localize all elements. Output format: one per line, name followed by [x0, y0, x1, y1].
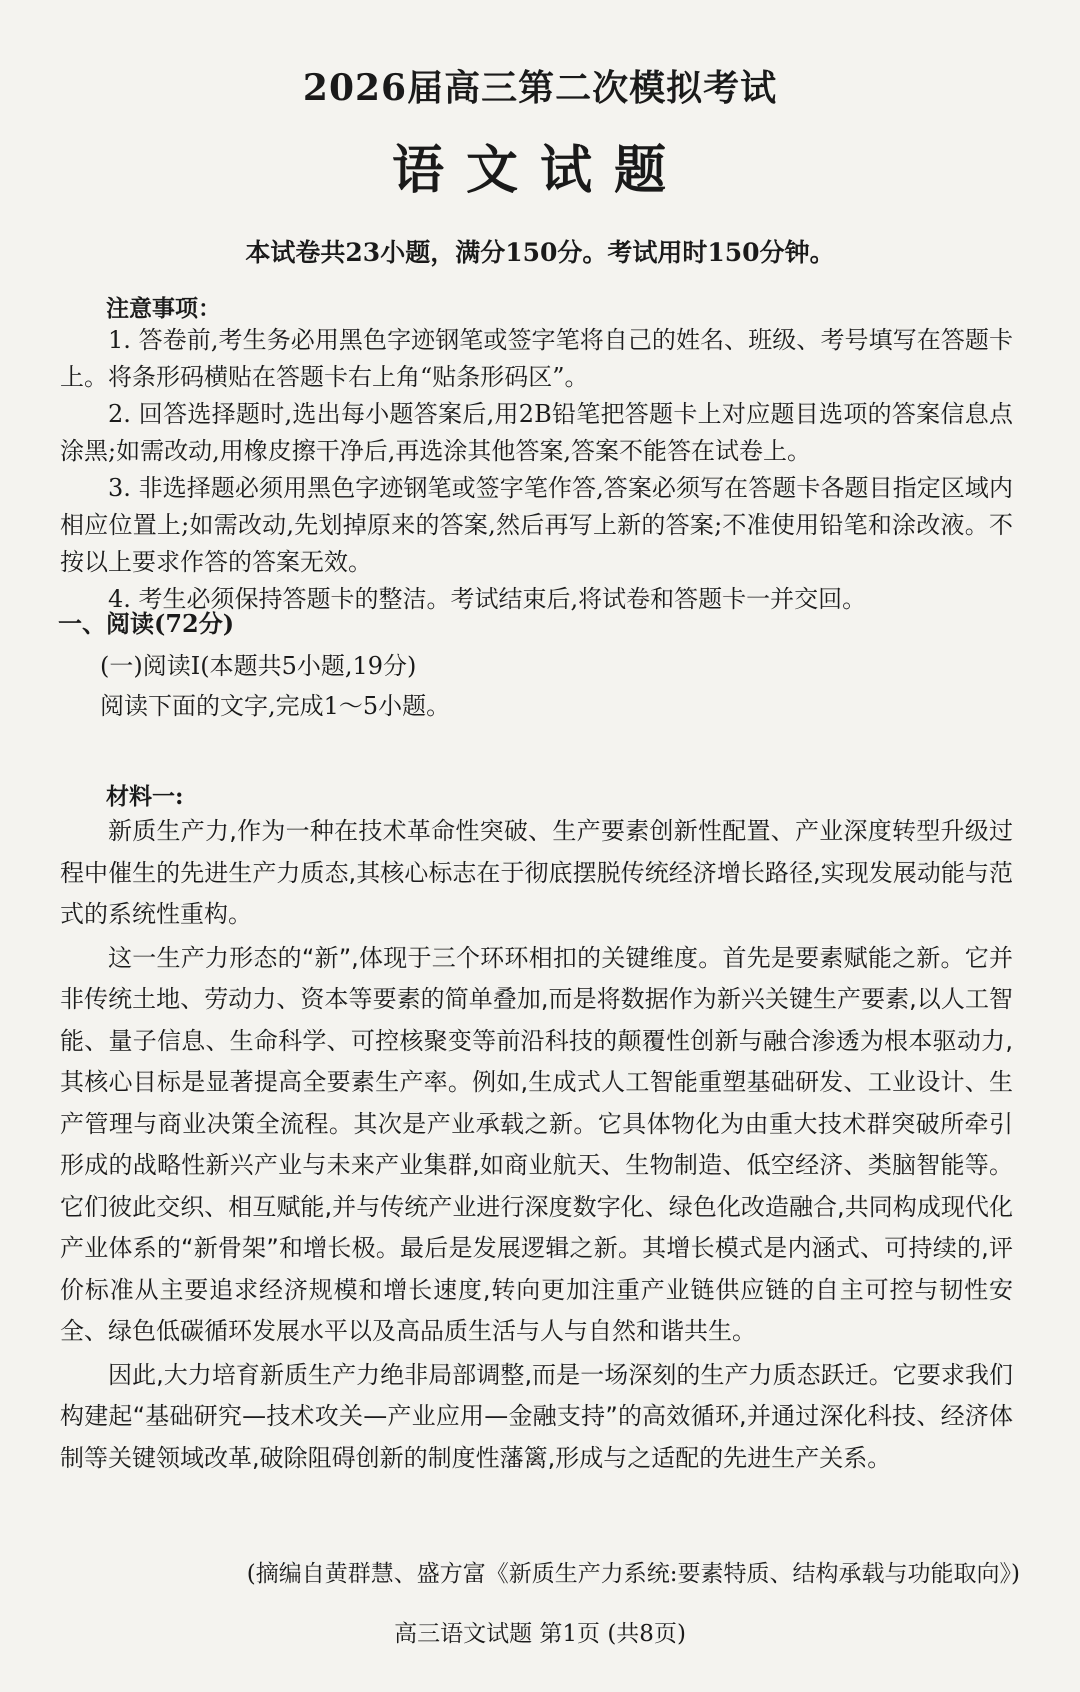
note-item-2: 2. 回答选择题时,选出每小题答案后,用2B铅笔把答题卡上对应题目选项的答案信息点涂黑;如需改动,用橡皮擦干净后,再选涂其他答案,答案不能答在试卷上。	[60, 400, 1013, 465]
passage-source: (摘编自黄群慧、盛方富《新质生产力系统:要素特质、结构承载与功能取向》)	[246, 1561, 1020, 1587]
page-footer: 高三语文试题 第1页 (共8页)	[394, 1621, 686, 1647]
subject-title: 语文试题	[391, 140, 688, 201]
passage-paragraph-1: 新质生产力,作为一种在技术革命性突破、生产要素创新性配置、产业深度转型升级过程中催生的先进生产力质态,其核心标志在于彻底摆脱传统经济增长路径,实现发展动能与范式的系统性重构。	[60, 817, 1013, 928]
material-heading: 材料一:	[106, 783, 184, 810]
passage-paragraph-3: 因此,大力培育新质生产力绝非局部调整,而是一场深刻的生产力质态跃迁。它要求我们构建起“基础研究—技术攻关—产业应用—金融支持”的高效循环,并通过深化科技、经济体制等关键领域改革,破除阻碍创新的制度性藩篱,形成与之适配的先进生产关系。	[60, 1360, 1013, 1472]
reading-instruction: 阅读下面的文字,完成1～5小题。	[100, 692, 451, 720]
subsection-heading: (一)阅读Ⅰ(本题共5小题,19分)	[100, 652, 417, 680]
notes-list	[60, 322, 1013, 618]
passage	[60, 811, 1013, 1481]
passage-paragraph-2: 这一生产力形态的“新”,体现于三个环环相扣的关键维度。首先是要素赋能之新。它并非传统土地、劳动力、资本等要素的简单叠加,而是将数据作为新兴关键生产要素,以人工智能、量子信息、生命科学、可控核聚变等前沿科技的颠覆性创新与融合渗透为根本驱动力,其核心目标是显著提高全要素生产率。例如,生成式人工智能重塑基础研发、工业设计、生产管理与商业决策全流程。其次是产业承载之新。它具体物化为由重大技术群突破所牵引形成的战略性新兴产业与未来产业集群,如商业航天、生物制造、低空经济、类脑智能等。它们彼此交织、相互赋能,并与传统产业进行深度数字化、绿色化改造融合,共同构成现代化产业体系的“新骨架”和增长极。最后是发展逻辑之新。其增长模式是内涵式、可持续的,评价标准从主要追求经济规模和增长速度,转向更加注重产业链供应链的自主可控与韧性安全、绿色低碳循环发展水平以及高品质生活与人与自然和谐共生。	[60, 943, 1013, 1345]
note-item-3: 3. 非选择题必须用黑色字迹钢笔或签字笔作答,答案必须写在答题卡各题目指定区域内相应位置上;如需改动,先划掉原来的答案,然后再写上新的答案;不准使用铅笔和涂改液。不按以上要求作答的答案无效。	[60, 474, 1013, 576]
section-heading: 一、阅读(72分)	[58, 609, 235, 638]
exam-info: 本试卷共23小题，满分150分。考试用时150分钟。	[245, 238, 835, 267]
note-item-4: 4. 考生必须保持答题卡的整洁。考试结束后,将试卷和答题卡一并交回。	[108, 585, 867, 613]
note-item-1: 1. 答卷前,考生务必用黑色字迹钢笔或签字笔将自己的姓名、班级、考号填写在答题卡上。将条形码横贴在答题卡右上角“贴条形码区”。	[60, 326, 1013, 391]
notes-heading: 注意事项：	[106, 295, 221, 322]
exam-title: 2026届高三第二次模拟考试	[302, 67, 778, 109]
